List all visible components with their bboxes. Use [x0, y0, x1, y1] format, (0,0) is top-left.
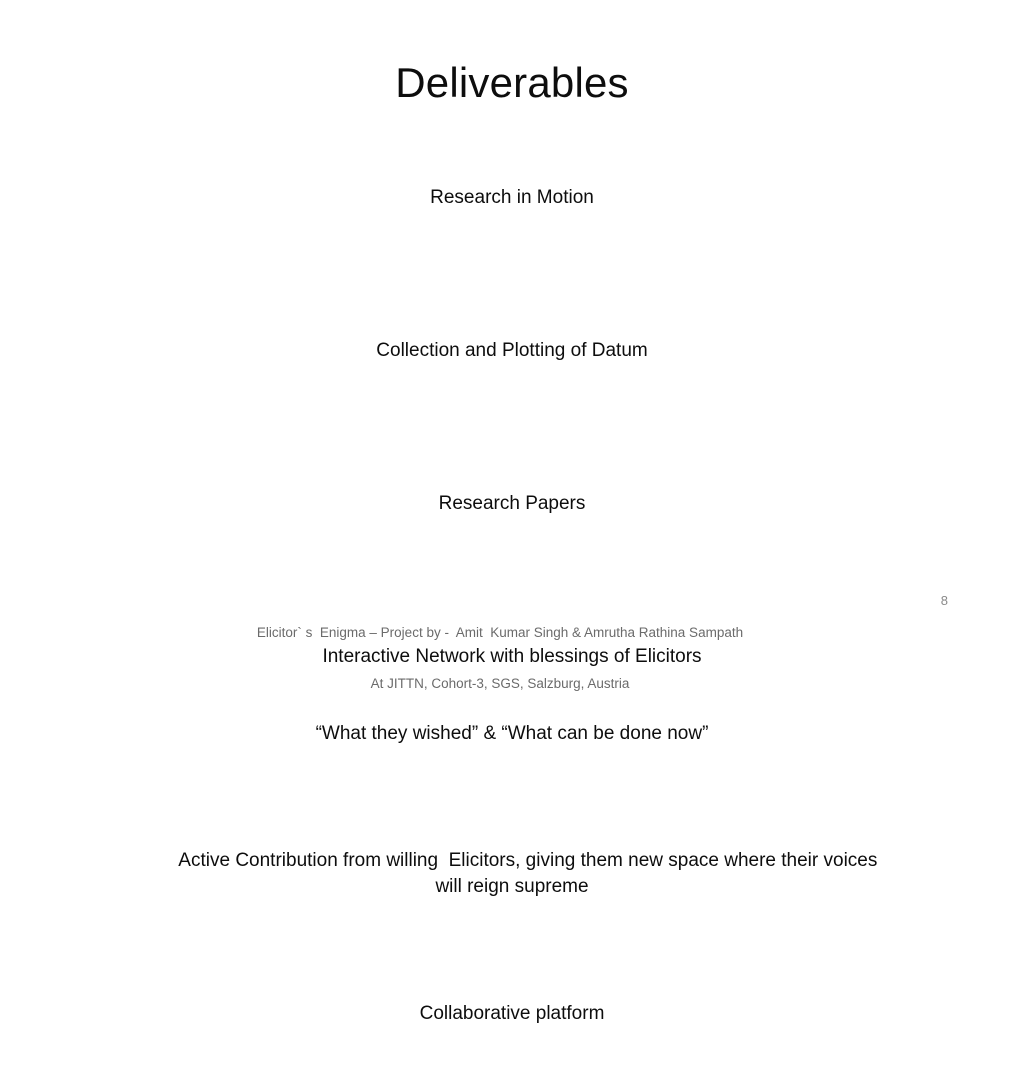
- deliverable-item-text: Interactive Network with blessings of Elicitors: [322, 646, 702, 667]
- deliverable-item: [82, 287, 942, 415]
- deliverable-item-text: “What they wished” & “What can be done now”: [315, 722, 709, 744]
- deliverable-item-text: Collaborative platform: [419, 1003, 605, 1024]
- deliverable-item-text: Research in Motion: [430, 187, 594, 208]
- deliverable-item: [140, 823, 885, 925]
- deliverable-item: [82, 134, 942, 262]
- deliverable-item-text: Active Contribution from willing Elicitors, giving them new space where their voices will reign supreme: [178, 850, 883, 897]
- slide-title: Deliverables: [395, 59, 629, 106]
- page-number: 8: [940, 593, 948, 608]
- slide-footer: [0, 590, 1000, 726]
- presentation-slide: [0, 58, 1024, 1024]
- deliverable-item: [82, 440, 942, 568]
- deliverable-item-text: Research Papers: [438, 493, 586, 514]
- footer-credit-line: Elicitor` s Enigma – Project by - Amit Kumar Singh & Amrutha Rathina Sampath: [256, 625, 744, 640]
- deliverable-item: [82, 950, 942, 1078]
- deliverable-item-text: Collection and Plotting of Datum: [376, 340, 648, 361]
- footer-location-line: At JITTN, Cohort-3, SGS, Salzburg, Austria: [370, 676, 630, 691]
